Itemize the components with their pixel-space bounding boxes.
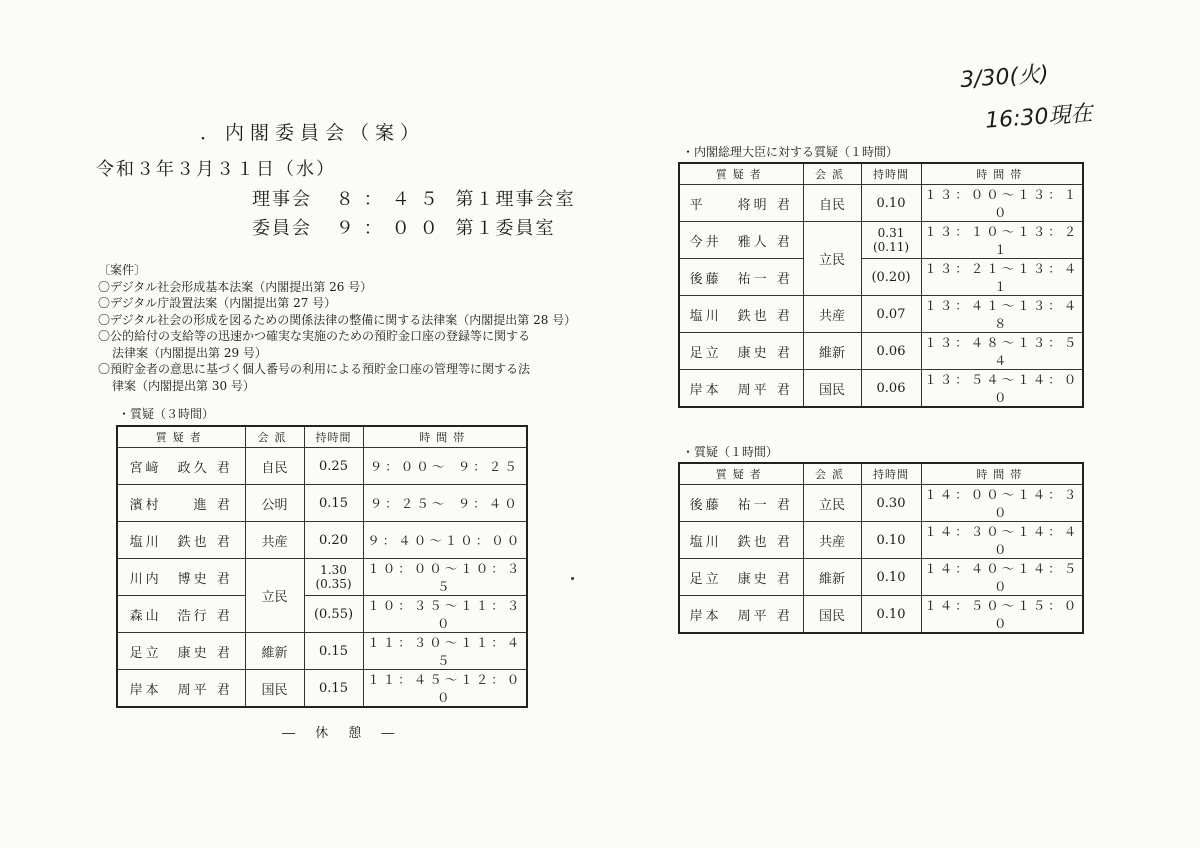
time-slot: ９：００～ ９：２５ bbox=[363, 448, 527, 485]
table-header-row bbox=[679, 463, 1083, 485]
time-slot: １４：５０～１５：００ bbox=[921, 596, 1083, 634]
recess-label: ― 休 憩 ― bbox=[282, 726, 403, 741]
questioner-name: 足立 康史 君 bbox=[679, 333, 803, 370]
time-slot: １３：１０～１３：２１ bbox=[921, 222, 1083, 259]
duration: 0.15 bbox=[304, 485, 363, 522]
time-slot: １３：２１～１３：４１ bbox=[921, 259, 1083, 296]
duration: (0.20) bbox=[861, 259, 921, 296]
faction: 自民 bbox=[245, 448, 304, 485]
table-row bbox=[117, 670, 527, 708]
agenda-list bbox=[98, 262, 577, 394]
table-row bbox=[679, 485, 1083, 522]
questioner-name: 後藤 祐一 君 bbox=[679, 259, 803, 296]
table-row bbox=[117, 448, 527, 485]
questioner-name: 今井 雅人 君 bbox=[679, 222, 803, 259]
faction: 立民 bbox=[803, 485, 861, 522]
faction: 維新 bbox=[803, 333, 861, 370]
table-row bbox=[117, 596, 527, 633]
table-row bbox=[117, 633, 527, 670]
faction: 公明 bbox=[245, 485, 304, 522]
questioner-name: 塩川 鉄也 君 bbox=[117, 522, 245, 559]
table-row bbox=[117, 485, 527, 522]
header-duration: 持時間 bbox=[861, 463, 921, 485]
agenda-item: 〇公的給付の支給等の迅速かつ確実な実施のための預貯金口座の登録等に関する bbox=[98, 329, 531, 343]
afternoon-questions-table bbox=[678, 462, 1084, 634]
header-faction: 会派 bbox=[803, 463, 861, 485]
questioner-name: 足立 康史 君 bbox=[679, 559, 803, 596]
time-slot: １３：４１～１３：４８ bbox=[921, 296, 1083, 333]
table-row bbox=[679, 559, 1083, 596]
faction: 立民 bbox=[803, 222, 861, 296]
table-row bbox=[117, 559, 527, 596]
time-slot: ９：４０～１０：００ bbox=[363, 522, 527, 559]
duration: 0.10 bbox=[861, 596, 921, 634]
duration: 0.10 bbox=[861, 559, 921, 596]
time-slot: １３：００～１３：１０ bbox=[921, 185, 1083, 222]
agenda-heading: 〔案件〕 bbox=[98, 263, 147, 277]
time-slot: １１：３０～１１：４５ bbox=[363, 633, 527, 670]
questioner-name: 塩川 鉄也 君 bbox=[679, 522, 803, 559]
duration-sub: (0.11) bbox=[872, 240, 910, 254]
agenda-item-cont: 法律案（内閣提出第 29 号） bbox=[112, 345, 267, 360]
faction: 自民 bbox=[803, 185, 861, 222]
duration: 0.15 bbox=[304, 670, 363, 708]
handwritten-time: 16:30現在 bbox=[984, 101, 1094, 134]
agenda-item: 〇預貯金者の意思に基づく個人番号の利用による預貯金口座の管理等に関する法 bbox=[98, 362, 531, 376]
agenda-item: 〇デジタル社会の形成を図るための関係法律の整備に関する法律案（内閣提出第 28 号） bbox=[98, 312, 577, 327]
committee-meeting-name: 委員会 bbox=[252, 218, 312, 239]
duration: 0.30 bbox=[861, 485, 921, 522]
questioner-name: 後藤 祐一 君 bbox=[679, 485, 803, 522]
table-header-row bbox=[117, 426, 527, 448]
prime-minister-questions-table bbox=[678, 162, 1084, 408]
questioner-name: 平 将明 君 bbox=[679, 185, 803, 222]
table-row bbox=[679, 259, 1083, 296]
faction: 共産 bbox=[803, 522, 861, 559]
duration-group bbox=[304, 559, 363, 596]
table-row bbox=[679, 222, 1083, 259]
time-slot: １３：４８～１３：５４ bbox=[921, 333, 1083, 370]
table-row bbox=[679, 296, 1083, 333]
duration: 0.10 bbox=[861, 522, 921, 559]
duration: 0.20 bbox=[304, 522, 363, 559]
document-title: ．内閣委員会（案） bbox=[200, 122, 426, 144]
questioner-name: 森山 浩行 君 bbox=[117, 596, 245, 633]
agenda-item: 〇デジタル社会形成基本法案（内閣提出第 26 号） bbox=[98, 279, 373, 294]
questioner-name: 川内 博史 君 bbox=[117, 559, 245, 596]
time-slot: １３：５４～１４：００ bbox=[921, 370, 1083, 408]
time-slot: １４：００～１４：３０ bbox=[921, 485, 1083, 522]
handwritten-date: 3/30(火) bbox=[959, 61, 1050, 94]
table-header-row bbox=[679, 163, 1083, 185]
header-duration: 持時間 bbox=[304, 426, 363, 448]
questioner-name: 岸本 周平 君 bbox=[117, 670, 245, 708]
table-row bbox=[679, 522, 1083, 559]
duration-sub: (0.35) bbox=[315, 577, 352, 591]
pm-table-caption: ・内閣総理大臣に対する質疑（１時間） bbox=[682, 145, 899, 159]
faction: 維新 bbox=[245, 633, 304, 670]
time-slot: １０：３５～１１：３０ bbox=[363, 596, 527, 633]
time-slot: ９：２５～ ９：４０ bbox=[363, 485, 527, 522]
faction: 国民 bbox=[245, 670, 304, 708]
q-table-caption: ・質疑（１時間） bbox=[682, 445, 779, 459]
header-faction: 会派 bbox=[803, 163, 861, 185]
table-row bbox=[679, 370, 1083, 408]
faction: 共産 bbox=[803, 296, 861, 333]
questioner-name: 塩川 鉄也 君 bbox=[679, 296, 803, 333]
header-questioner: 質疑者 bbox=[679, 463, 803, 485]
header-slot: 時間帯 bbox=[363, 426, 527, 448]
board-meeting-room: 第１理事会室 bbox=[455, 189, 576, 210]
time-slot: １４：４０～１４：５０ bbox=[921, 559, 1083, 596]
duration: 0.06 bbox=[861, 370, 921, 408]
faction: 共産 bbox=[245, 522, 304, 559]
faction: 維新 bbox=[803, 559, 861, 596]
agenda-item: 〇デジタル庁設置法案（内閣提出第 27 号） bbox=[98, 296, 337, 310]
table-row bbox=[679, 333, 1083, 370]
duration: 0.07 bbox=[861, 296, 921, 333]
header-faction: 会派 bbox=[245, 426, 304, 448]
agenda-item-cont: 律案（内閣提出第 30 号） bbox=[112, 378, 255, 393]
morning-questions-table bbox=[116, 425, 528, 708]
time-slot: １４：３０～１４：４０ bbox=[921, 522, 1083, 559]
questioner-name: 宮﨑 政久 君 bbox=[117, 448, 245, 485]
duration: 0.15 bbox=[304, 633, 363, 670]
duration: (0.55) bbox=[304, 596, 363, 633]
meeting-date: 令和３年３月３１日（水） bbox=[96, 159, 336, 180]
table-row bbox=[679, 596, 1083, 634]
header-slot: 時間帯 bbox=[921, 463, 1083, 485]
faction: 国民 bbox=[803, 370, 861, 408]
duration: 0.25 bbox=[304, 448, 363, 485]
board-meeting-line bbox=[252, 185, 575, 211]
duration: 0.31 bbox=[877, 226, 905, 240]
faction: 国民 bbox=[803, 596, 861, 634]
questioner-name: 足立 康史 君 bbox=[117, 633, 245, 670]
duration: 0.06 bbox=[861, 333, 921, 370]
committee-meeting-time: ９：００ bbox=[335, 218, 448, 239]
left-table-caption: ・質疑（３時間） bbox=[118, 407, 215, 421]
time-slot: １１：４５～１２：００ bbox=[363, 670, 527, 708]
committee-meeting-room: 第１委員室 bbox=[455, 218, 556, 239]
header-questioner: 質疑者 bbox=[679, 163, 803, 185]
committee-meeting-line bbox=[252, 214, 555, 240]
time-slot: １０：００～１０：３５ bbox=[363, 559, 527, 596]
board-meeting-name: 理事会 bbox=[252, 189, 312, 210]
scan-speck bbox=[571, 577, 574, 580]
duration: 1.30 bbox=[320, 563, 347, 577]
faction: 立民 bbox=[245, 559, 304, 633]
header-duration: 持時間 bbox=[861, 163, 921, 185]
duration: 0.10 bbox=[861, 185, 921, 222]
questioner-name: 岸本 周平 君 bbox=[679, 596, 803, 634]
header-questioner: 質疑者 bbox=[117, 426, 245, 448]
questioner-name: 濱村 進 君 bbox=[117, 485, 245, 522]
questioner-name: 岸本 周平 君 bbox=[679, 370, 803, 408]
table-row bbox=[679, 185, 1083, 222]
table-row bbox=[117, 522, 527, 559]
duration-group bbox=[861, 222, 921, 259]
board-meeting-time: ８：４５ bbox=[335, 189, 448, 210]
header-slot: 時間帯 bbox=[921, 163, 1083, 185]
